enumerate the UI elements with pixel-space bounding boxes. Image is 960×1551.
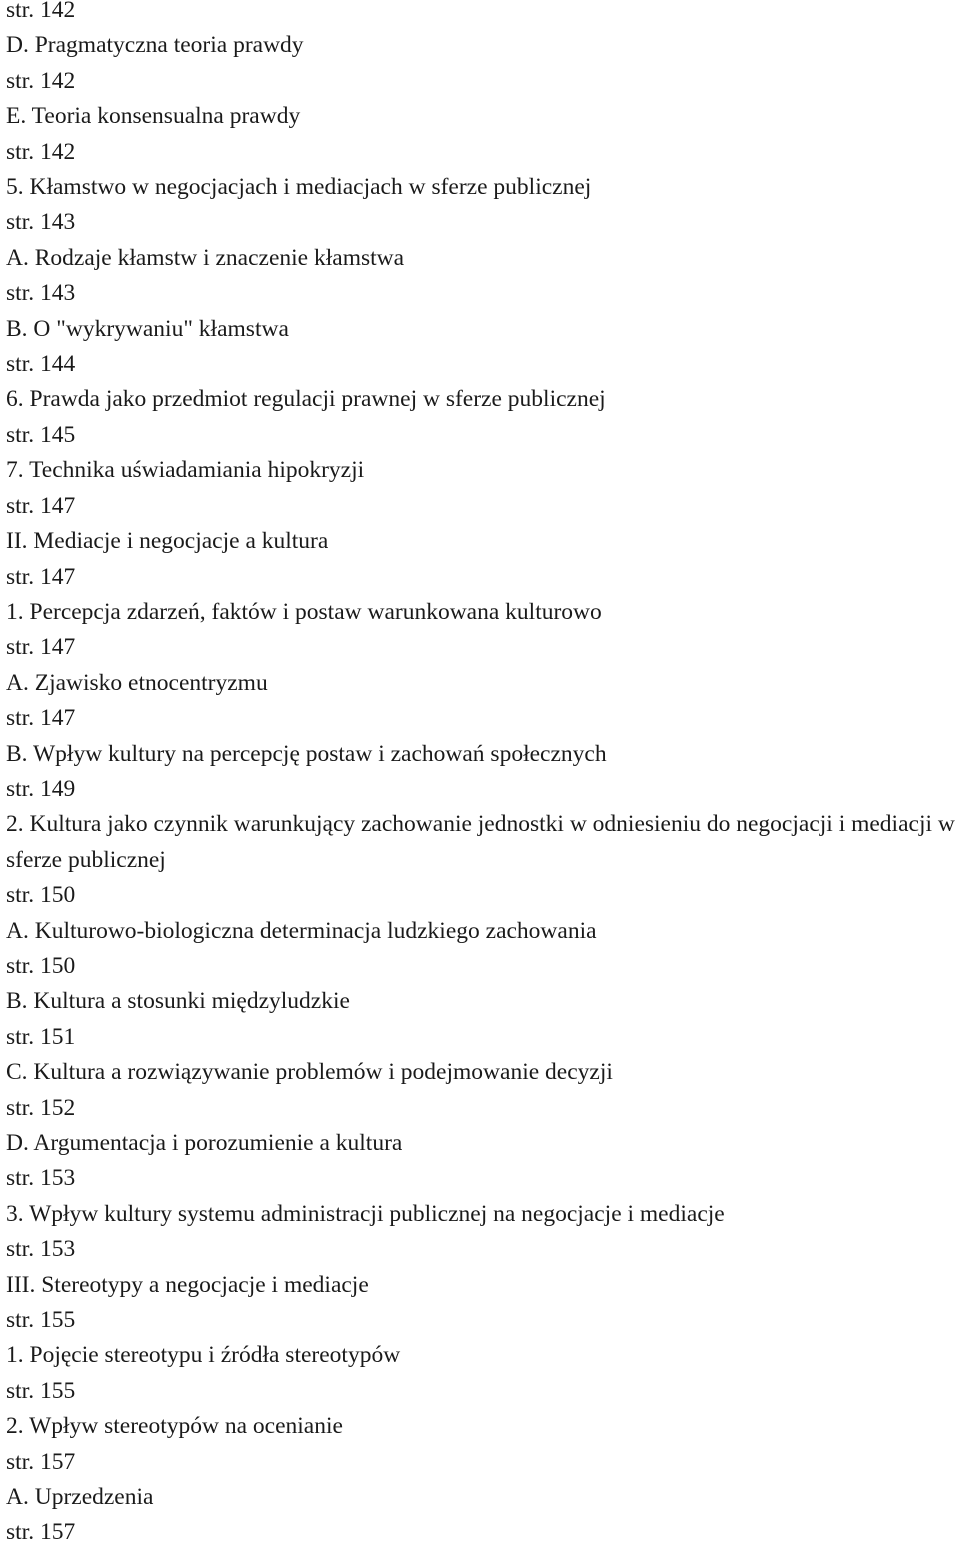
- toc-page-ref: str. 147: [6, 563, 76, 590]
- toc-page-ref: str. 157: [6, 1519, 76, 1546]
- toc-page-ref: str. 150: [6, 882, 76, 909]
- toc-entry: C. Kultura a rozwiązywanie problemów i podejmowanie decyzji: [6, 1059, 613, 1086]
- toc-page-ref: str. 142: [6, 0, 76, 23]
- toc-entry: A. Rodzaje kłamstw i znaczenie kłamstwa: [6, 244, 405, 271]
- toc-page-ref: str. 143: [6, 280, 76, 307]
- toc-entry: III. Stereotypy a negocjacje i mediacje: [6, 1271, 369, 1298]
- toc-entry: A. Uprzedzenia: [6, 1484, 154, 1511]
- toc-page-ref: str. 153: [6, 1236, 76, 1263]
- toc-page-ref: str. 157: [6, 1448, 76, 1475]
- toc-page-ref: str. 144: [6, 351, 76, 378]
- toc-entry: A. Zjawisko etnocentryzmu: [6, 669, 268, 696]
- toc-page-ref: str. 147: [6, 705, 76, 732]
- toc-entry: II. Mediacje i negocjacje a kultura: [6, 528, 329, 555]
- toc-entry: 2. Kultura jako czynnik warunkujący zachowanie jednostki w odniesieniu do negocjacji i mediacji w sferze publicznej: [6, 811, 955, 873]
- toc-entry: A. Kulturowo-biologiczna determinacja ludzkiego zachowania: [6, 917, 597, 944]
- toc-page-ref: str. 147: [6, 634, 76, 661]
- toc-entry: E. Teoria konsensualna prawdy: [6, 103, 301, 130]
- table-of-contents: [6, 0, 960, 1551]
- toc-entry: 1. Percepcja zdarzeń, faktów i postaw warunkowana kulturowo: [6, 598, 602, 625]
- toc-entry: B. O "wykrywaniu" kłamstwa: [6, 315, 289, 342]
- toc-page-ref: str. 147: [6, 492, 76, 519]
- toc-page-ref: str. 155: [6, 1307, 76, 1334]
- toc-entry: 3. Wpływ kultury systemu administracji publicznej na negocjacje i mediacje: [6, 1200, 725, 1227]
- toc-page-ref: str. 155: [6, 1377, 76, 1404]
- toc-entry: B. Wpływ kultury na percepcję postaw i zachowań społecznych: [6, 740, 607, 767]
- toc-page-ref: str. 153: [6, 1165, 76, 1192]
- toc-page-ref: str. 143: [6, 209, 76, 236]
- toc-entry: 2. Wpływ stereotypów na ocenianie: [6, 1413, 343, 1440]
- toc-entry: 1. Pojęcie stereotypu i źródła stereotypów: [6, 1342, 401, 1369]
- toc-page-ref: str. 151: [6, 1023, 76, 1050]
- toc-page-ref: str. 152: [6, 1094, 76, 1121]
- toc-entry: D. Pragmatyczna teoria prawdy: [6, 32, 304, 59]
- toc-entry: B. Kultura a stosunki międzyludzkie: [6, 988, 350, 1015]
- toc-entry: 7. Technika uświadamiania hipokryzji: [6, 457, 365, 484]
- toc-page-ref: str. 145: [6, 421, 76, 448]
- toc-page-ref: str. 149: [6, 775, 76, 802]
- toc-entry: D. Argumentacja i porozumienie a kultura: [6, 1130, 403, 1156]
- toc-page-ref: str. 150: [6, 952, 76, 979]
- toc-page-ref: str. 142: [6, 67, 76, 94]
- toc-entry: 6. Prawda jako przedmiot regulacji prawnej w sferze publicznej: [6, 386, 606, 413]
- toc-entry: 5. Kłamstwo w negocjacjach i mediacjach w sferze publicznej: [6, 174, 592, 201]
- toc-page-ref: str. 142: [6, 138, 76, 165]
